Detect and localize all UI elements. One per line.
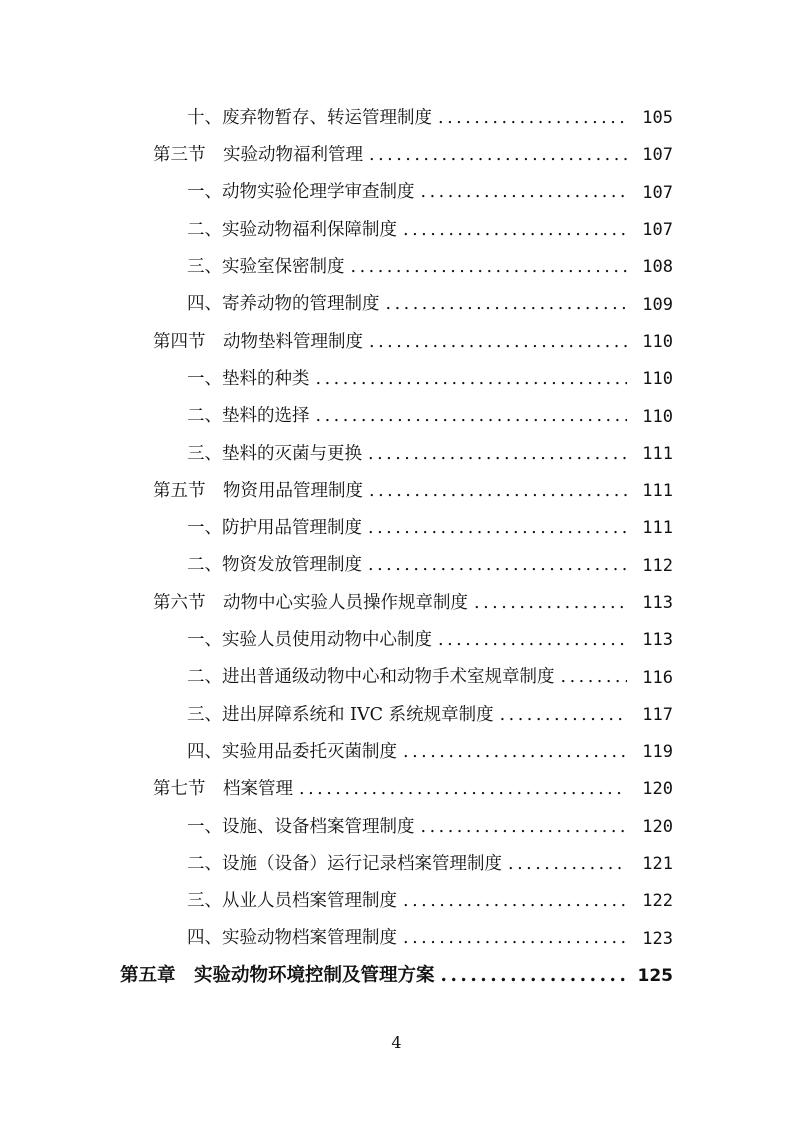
- toc-item-entry[interactable]: [0, 883, 793, 920]
- toc-entry-page: 121: [642, 854, 673, 875]
- toc-entry-page: 107: [642, 182, 673, 203]
- toc-entry-page: 111: [642, 481, 673, 502]
- toc-dot-leader: [369, 483, 627, 501]
- toc-chapter-entry[interactable]: [0, 958, 793, 995]
- toc-entry-page: 110: [642, 369, 673, 390]
- toc-dot-leader: [500, 707, 627, 725]
- toc-entry-title: 一、设施、设备档案管理制度: [187, 816, 415, 837]
- toc-dot-leader: [438, 110, 627, 128]
- toc-item-entry[interactable]: [0, 249, 793, 286]
- toc-dot-leader: [403, 930, 627, 948]
- toc-dot-leader: [441, 967, 627, 986]
- toc-entry-title: 第五章 实验动物环境控制及管理方案: [120, 965, 435, 987]
- toc-entry-title: 一、防护用品管理制度: [187, 518, 362, 539]
- toc-section-entry[interactable]: [0, 585, 793, 622]
- toc-entry-title: 三、实验室保密制度: [187, 257, 345, 278]
- toc-dot-leader: [403, 893, 627, 911]
- toc-item-entry[interactable]: [0, 510, 793, 547]
- toc-item-entry[interactable]: [0, 659, 793, 696]
- toc-dot-leader: [368, 557, 627, 575]
- toc-entry-page: 110: [642, 406, 673, 427]
- toc-entry-title: 十、废弃物暂存、转运管理制度: [187, 107, 432, 128]
- toc-item-entry[interactable]: [0, 175, 793, 212]
- toc-item-entry[interactable]: [0, 809, 793, 846]
- toc-entry-title: 四、寄养动物的管理制度: [187, 294, 380, 315]
- toc-entry-page: 105: [642, 108, 673, 129]
- toc-item-entry[interactable]: [0, 286, 793, 323]
- toc-entry-title: 四、实验用品委托灭菌制度: [187, 741, 397, 762]
- toc-entry-page: 113: [642, 593, 673, 613]
- toc-dot-leader: [508, 856, 627, 874]
- toc-entry-title: 二、进出普通级动物中心和动物手术室规章制度: [187, 667, 555, 688]
- toc-entry-title: 第三节 实验动物福利管理: [153, 145, 363, 166]
- toc-entry-page: 112: [642, 555, 673, 576]
- toc-entry-title: 二、物资发放管理制度: [187, 555, 362, 576]
- toc-entry-page: 123: [642, 928, 673, 949]
- toc-entry-title: 第六节 动物中心实验人员操作规章制度: [153, 592, 468, 613]
- toc-dot-leader: [299, 781, 627, 799]
- toc-item-entry[interactable]: [0, 100, 793, 137]
- toc-entry-page: 120: [642, 816, 673, 837]
- toc-item-entry[interactable]: [0, 921, 793, 958]
- toc-entry-title: 四、实验动物档案管理制度: [187, 928, 397, 949]
- toc-section-entry[interactable]: [0, 137, 793, 174]
- toc-dot-leader: [351, 259, 628, 277]
- toc-entry-page: 119: [642, 742, 673, 763]
- toc-entry-title: 二、设施（设备）运行记录档案管理制度: [187, 853, 502, 874]
- toc-dot-leader: [474, 595, 627, 613]
- toc-entry-page: 122: [642, 891, 673, 912]
- toc-entry-page: 107: [642, 220, 673, 241]
- toc-dot-leader: [561, 669, 628, 687]
- toc-dot-leader: [438, 632, 627, 650]
- toc-dot-leader: [386, 296, 628, 314]
- toc-entry-title: 一、实验人员使用动物中心制度: [187, 630, 432, 651]
- toc-entry-page: 111: [642, 518, 673, 539]
- toc-entry-page: 107: [642, 145, 673, 166]
- toc-entry-title: 第七节 档案管理: [153, 779, 293, 800]
- toc-entry-title: 第四节 动物垫料管理制度: [153, 331, 363, 352]
- toc-item-entry[interactable]: [0, 212, 793, 249]
- toc-entry-title: 一、动物实验伦理学审查制度: [187, 182, 415, 203]
- toc-dot-leader: [421, 819, 628, 837]
- toc-section-entry[interactable]: [0, 473, 793, 510]
- toc-dot-leader: [403, 744, 627, 762]
- toc-entry-title: 二、实验动物福利保障制度: [187, 219, 397, 240]
- toc-entry-page: 109: [642, 294, 673, 315]
- page-number: 4: [391, 1033, 402, 1052]
- toc-entry-title: 第五节 物资用品管理制度: [153, 480, 363, 501]
- toc-item-entry[interactable]: [0, 846, 793, 883]
- toc-dot-leader: [368, 446, 627, 464]
- toc-section-entry[interactable]: [0, 324, 793, 361]
- toc-entry-title: 一、垫料的种类: [187, 368, 310, 389]
- toc-dot-leader: [368, 520, 627, 538]
- toc-entry-page: 116: [642, 667, 673, 688]
- toc-item-entry[interactable]: [0, 548, 793, 585]
- toc-entry-page: 117: [642, 704, 673, 725]
- toc-dot-leader: [369, 147, 627, 165]
- toc-dot-leader: [403, 222, 627, 240]
- toc-entry-page: 108: [642, 257, 673, 278]
- toc-dot-leader: [316, 371, 628, 389]
- toc-item-entry[interactable]: [0, 398, 793, 435]
- toc-entry-title: 三、进出屏障系统和 IVC 系统规章制度: [187, 704, 494, 725]
- toc-entry-page: 125: [637, 965, 673, 986]
- toc-section-entry[interactable]: [0, 771, 793, 808]
- toc-entry-page: 111: [642, 443, 673, 464]
- toc-entry-title: 三、从业人员档案管理制度: [187, 891, 397, 912]
- toc-dot-leader: [421, 184, 628, 202]
- toc-entry-title: 二、垫料的选择: [187, 406, 310, 427]
- toc-item-entry[interactable]: [0, 734, 793, 771]
- toc-item-entry[interactable]: [0, 622, 793, 659]
- toc-dot-leader: [316, 408, 628, 426]
- toc-entry-page: 110: [642, 331, 673, 352]
- toc-entry-page: 120: [642, 779, 673, 800]
- table-of-contents: [0, 100, 793, 995]
- toc-item-entry[interactable]: [0, 361, 793, 398]
- toc-entry-title: 三、垫料的灭菌与更换: [187, 443, 362, 464]
- toc-item-entry[interactable]: [0, 697, 793, 734]
- toc-item-entry[interactable]: [0, 436, 793, 473]
- toc-entry-page: 113: [642, 630, 673, 651]
- toc-dot-leader: [369, 334, 627, 352]
